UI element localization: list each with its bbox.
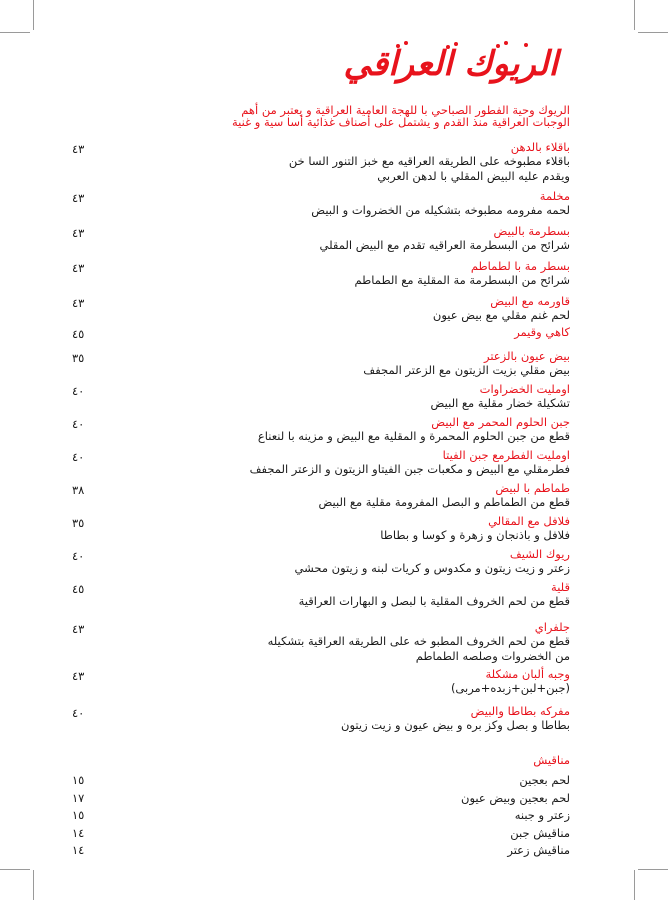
item-name: قاورمه مع البيض	[490, 294, 570, 308]
item-price: ١٤	[72, 825, 85, 840]
item-name: مفركه بطاطا والبيض	[470, 704, 570, 718]
item-price: ٤٣	[72, 669, 85, 683]
item-description: باقلاء مطبوخه على الطريقه العراقيه مع خبز التنور السا خن ويقدم عليه البيض المقلي با لدهن العربي	[288, 154, 570, 183]
item-description: بطاطا و بصل وكز بره و بيض عيون و زيت زيتون	[341, 718, 570, 732]
menu-item	[70, 481, 570, 514]
list-item	[70, 825, 570, 843]
menu-item	[70, 294, 570, 325]
item-price: ١٧	[72, 790, 85, 805]
list-item	[70, 842, 570, 860]
item-price: ٤٥	[72, 582, 85, 596]
item-description: (جبن+لبن+زبده+مربى)	[450, 681, 570, 695]
item-price: ٤٣	[72, 622, 85, 636]
item-price: ٤٠	[72, 384, 85, 398]
item-name: لحم بعجين وبيض عيون	[461, 790, 570, 805]
item-name: باقلاء بالدهن	[510, 140, 570, 154]
crop-mark	[638, 32, 668, 33]
list-item	[70, 807, 570, 825]
menu-item	[70, 140, 570, 189]
intro-text	[50, 104, 570, 128]
item-price: ١٥	[72, 808, 85, 822]
item-price: ١٤	[72, 843, 85, 857]
item-price: ٣٥	[72, 351, 85, 365]
menu-item	[70, 448, 570, 481]
item-description: زعتر و زيت زيتون و مكدوس و كريات لبنه و زيتون محشي	[294, 561, 570, 575]
item-description: قطع من لحم الخروف المطبو خه على الطريقه العراقية بتشكيله من الخضروات وصلصه الطماطم	[267, 634, 570, 663]
menu-item	[70, 325, 570, 349]
crop-mark	[638, 869, 668, 870]
logo: الريوك العراقي	[343, 44, 558, 84]
list-item	[70, 772, 570, 790]
item-name: بسطرمة بالبيض	[493, 224, 570, 238]
item-price: ١٥	[72, 773, 85, 787]
item-name: بيض عيون بالزعتر	[483, 349, 570, 363]
crop-mark	[33, 870, 34, 900]
item-name: اومليت الفطرمع جبن الفيتا	[442, 448, 570, 462]
crop-mark	[33, 0, 34, 30]
crop-mark	[0, 869, 30, 870]
item-price: ٤٣	[72, 261, 85, 275]
item-price: ٤٠	[72, 549, 85, 563]
item-description: لحمه مفرومه مطبوخه بتشكيله من الخضروات و البيض	[311, 203, 570, 217]
menu-item	[70, 667, 570, 704]
item-name: اومليت الخضراوات	[479, 382, 570, 396]
menu-item	[70, 415, 570, 448]
item-name: لحم بعجين	[519, 773, 570, 787]
crop-mark	[634, 870, 635, 900]
item-name: زعتر و جبنه	[514, 808, 570, 822]
item-description: فطرمقلي مع البيض و مكعبات جبن الفيتاو الزيتون و الزعتر المجفف	[249, 462, 570, 476]
item-name: كاهي وقيمر	[514, 325, 570, 339]
menu-item	[70, 349, 570, 382]
item-name: جلفراي	[534, 620, 570, 634]
list-item	[70, 790, 570, 808]
menu-item	[70, 620, 570, 667]
item-description: لحم غنم مقلي مع بيض عيون	[432, 308, 570, 322]
item-name: جبن الحلوم المحمر مع البيض	[431, 415, 570, 429]
item-name: قلية	[551, 580, 570, 594]
item-name: ريوك الشيف	[509, 547, 570, 561]
menu-list	[70, 140, 570, 734]
item-price: ٣٨	[72, 483, 85, 497]
item-price: ٤٣	[72, 142, 85, 156]
item-name: فلافل مع المقالي	[488, 514, 570, 528]
item-name: مناقيش جبن	[510, 825, 570, 840]
item-description: قطع من الطماطم و البصل المفرومة مقلية مع البيض	[318, 495, 570, 509]
item-price: ٤٠	[72, 417, 85, 431]
item-price: ٤٥	[72, 327, 85, 341]
item-description: تشكيلة خضار مقلية مع البيض	[430, 396, 570, 410]
item-description: قطع من لحم الخروف المقلية با لبصل و البهارات العراقية	[298, 594, 570, 608]
menu-item	[70, 259, 570, 294]
item-description: شرائح من البسطرمة مة المقلية مع الطماطم	[354, 273, 570, 287]
menu-item	[70, 189, 570, 224]
item-price: ٤٣	[72, 191, 85, 205]
item-price: ٤٣	[72, 226, 85, 240]
item-price: ٣٥	[72, 516, 85, 530]
menu-item	[70, 514, 570, 547]
manakish-section	[70, 752, 570, 860]
item-description: قطع من جبن الحلوم المحمرة و المقلية مع البيض و مزينه با لنعناع	[257, 429, 570, 443]
item-name: وجبه ألبان مشكلة	[485, 667, 570, 681]
crop-mark	[634, 0, 635, 30]
section-title: مناقيش	[533, 753, 570, 767]
item-price: ٤٠	[72, 450, 85, 464]
menu-item	[70, 580, 570, 620]
item-description: شرائح من البسطرمة العراقيه تقدم مع البيض المقلي	[319, 238, 570, 252]
menu-item	[70, 224, 570, 259]
menu-item	[70, 382, 570, 415]
crop-mark	[0, 32, 30, 33]
item-name: مخلمة	[539, 189, 570, 203]
item-price: ٤٣	[72, 296, 85, 310]
menu-item	[70, 547, 570, 580]
intro-line: الوجبات العراقية منذ القدم و يشتمل على أصناف غذائية أسا سية و غنية	[232, 115, 570, 129]
item-name: طماطم با لبيض	[495, 481, 570, 495]
item-description: فلافل و باذنجان و زهرة و كوسا و بطاطا	[380, 528, 570, 542]
menu-item	[70, 704, 570, 734]
item-description: بيض مقلي بزيت الزيتون مع الزعتر المجفف	[363, 363, 570, 377]
item-name: بسطر مة با لطماطم	[470, 259, 570, 273]
item-name: مناقيش زعتر	[507, 843, 570, 857]
intro-line: الريوك وحية الفطور الصباحي با للهجة العامية العراقية و يعتبر من أهم	[241, 103, 570, 117]
item-price: ٤٠	[72, 706, 85, 720]
